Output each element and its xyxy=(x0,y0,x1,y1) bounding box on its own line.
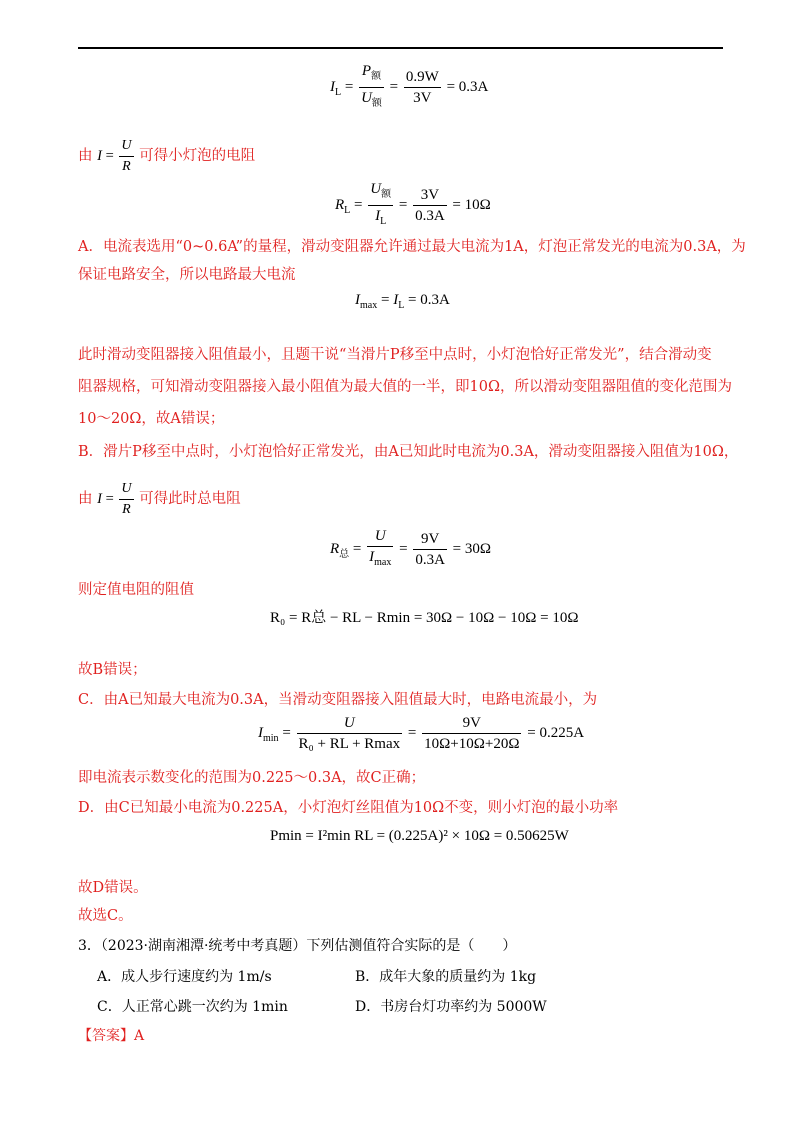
equation-current-lamp: $I_L$ = $\frac{P_额}{U_额}$ = $\frac{0.9W}{3V}$ = 0.3A xyxy=(330,63,489,109)
question-3-stem: 3．（2023·湖南湘潭·统考中考真题）下列估测值符合实际的是（ ） xyxy=(78,938,517,954)
answer-value: A xyxy=(134,1028,145,1044)
option-d-conclusion: 故D错误。 xyxy=(78,880,148,896)
question-3-answer xyxy=(78,1026,144,1046)
option-a-text-3: 此时滑动变阻器接入阻值最小，且题干说“当滑片P移至中点时，小灯泡恰好正常发光”，结合滑动变 xyxy=(78,347,712,363)
equation-lamp-resistance: $R_L$ = $\frac{U_额}{I_L}$ = $\frac{3V}{0.3A}$ = 10Ω xyxy=(335,181,491,227)
option-c-text-1: C．由A已知最大电流为0.3A，当滑动变阻器接入阻值最大时，电路电流最小，为 xyxy=(78,692,598,708)
question-3-option-b: B．成年大象的质量约为 1kg xyxy=(355,969,537,985)
option-a-text-5: 10～20Ω，故A错误； xyxy=(78,411,225,427)
equation-total-resistance: $R_总$ = $\frac{U}{I_{max}}$ = $\frac{9V}{0.3A}$ = 30Ω xyxy=(330,528,492,568)
option-a-text-1: A．电流表选用“0~0.6A”的量程，滑动变阻器允许通过最大电流为1A，灯泡正常发光的电流为0.3A，为 xyxy=(78,239,746,255)
final-choice: 故选C。 xyxy=(78,908,133,924)
fixed-resistor-intro: 则定值电阻的阻值 xyxy=(78,582,194,598)
equation-max-current: $I_{max} = I_L = 0.3A$ xyxy=(355,292,450,311)
equation-min-power: Pmin = I²min RL = (0.225A)² × 10Ω = 0.50625W xyxy=(270,828,569,844)
header-rule xyxy=(78,47,723,49)
question-3-option-a: A．成人步行速度约为 1m/s xyxy=(97,969,272,985)
option-b-text-1: B．滑片P移至中点时，小灯泡恰好正常发光，由A已知此时电流为0.3A，滑动变阻器接入阻值为10Ω， xyxy=(78,444,739,460)
equation-fixed-resistor: R₀ = R总 − RL − Rmin = 30Ω − 10Ω − 10Ω = 10Ω xyxy=(270,610,579,626)
question-3-option-d: D．书房台灯功率约为 5000W xyxy=(355,999,547,1015)
option-b-conclusion: 故B错误； xyxy=(78,662,147,678)
equation-min-current: $I_{min}$ = $\frac{U}{\text{R₀ + RL + Rmax}}$ = $\frac{9V}{10\Omega+10\Omega+20\Omega}$ = 0.225A xyxy=(258,715,585,752)
option-a-text-2: 保证电路安全，所以电路最大电流 xyxy=(78,267,296,283)
ohm-law-line-1: 由 I = $\frac{U}{R}$ 可得小灯泡的电阻 xyxy=(78,138,256,174)
option-a-text-4: 阻器规格，可知滑动变阻器接入最小阻值为最大值的一半，即10Ω，所以滑动变阻器阻值的变化范围为 xyxy=(78,379,732,395)
answer-tag: 【答案】 xyxy=(78,1028,134,1044)
option-d-text-1: D．由C已知最小电流为0.225A，小灯泡灯丝阻值为10Ω不变，则小灯泡的最小功率 xyxy=(78,800,619,816)
option-c-text-2: 即电流表示数变化的范围为0.225～0.3A，故C正确； xyxy=(78,770,426,786)
question-3-option-c: C．人正常心跳一次约为 1min xyxy=(97,999,288,1015)
ohm-law-line-2: 由 I = $\frac{U}{R}$ 可得此时总电阻 xyxy=(78,481,241,517)
